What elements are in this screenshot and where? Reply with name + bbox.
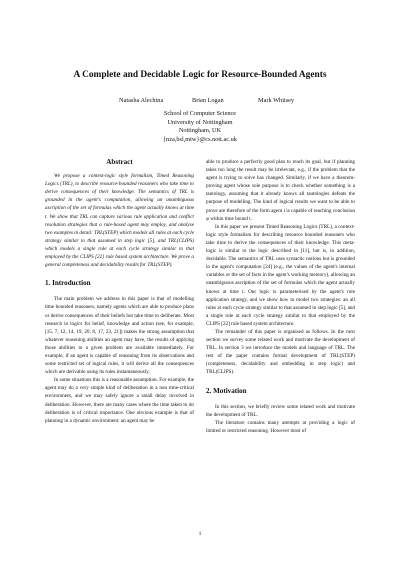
page-number: 1 <box>198 531 202 537</box>
affiliation-email: {nza,bsl,mtw}@cs.nott.ac.uk <box>163 135 237 143</box>
affiliation-location: Nottingham, UK <box>178 127 222 135</box>
affiliation-school: School of Computer Science <box>163 110 237 117</box>
abstract-heading: Abstract <box>106 158 133 166</box>
body-paragraph: In this section, we briefly review some related work and motivate the development of TRL. <box>206 403 355 418</box>
abstract-text: We propose a context-logic style formalism, Timed Reasoning Logics (TRL), to describe resource-bounded reasoners who take time to derive consequences of their knowledge. The semantics of TRL is grounded in the agent's computation, allowing an unambiguous ascription of the set of formulas which the agent actually knows at time t. We show that TRL can capture various rule application and conflict resolution strategies that a rule-based agent may employ, and analyse two examples in detail: TRL(STEP) which models all rules at each cycle strategy similar to that assumed in step logic [5], and TRL(CLIPS) which models a single rule at each cycle strategy similar to that employed by the CLIPS [22] rule based system architecture. We prove a general completeness and decidability results for TRL(STEP). <box>45 173 194 269</box>
paper-title: A Complete and Decidable Logic for Resource-Bounded Agents <box>73 70 327 80</box>
body-paragraph: In this paper we present Timed Reasoning Logics (TRL), a context-logic style formalism for describing resource bounded reasoners who take time to derive the consequences of their knowledge. This meta-logic is similar to the logic described in [11], but is, in addition, decidable. The semantics of TRL uses syntactic notions but is grounded in the agent's computation [24] (e.g., the values of the agent's internal variables or the set of facts in the agent's working memory), allowing an unambiguous ascription of the set of formulas which the agent actually knows at time t. Our logic is parameterised by the agent's rule application strategy, and we show how to model two strategies: an all rules at each cycle strategy similar to that assumed in step logic [5], and a single rule at each cycle strategy similar to that employed by the CLIPS [22] rule based system architecture. <box>206 223 355 327</box>
body-paragraph: In some situations this is a reasonable assumption. For example, the agent may do a very simple kind of deliberation in a non time-critical environment, and we may safely ignore a small delay involved in deliberation. However, there are many cases where the time taken to do deliberation is of critical importance. One obvious example is that of planning in a dynamic environment: an agent may be <box>45 377 194 424</box>
body-paragraph: The main problem we address in this paper is that of modelling time bounded reasoners, namely agents which are able to produce plans or derive consequences of their beliefs but take time to deliberate. Most research in logics for belief, knowledge and action (see, for example, [15, 7, 12, 14, 19, 20, 8, 17, 23, 21]) makes the strong assumption that whatever reasoning abilities an agent may have, the results of applying those abilities to a given problem are available immediately. For example, if an agent is capable of reasoning from its observations and some restricted set of logical rules, it will derive all the consequences which are derivable using its rules instantaneously. <box>45 296 194 376</box>
author-name: Mark Whitsey <box>258 97 295 104</box>
body-paragraph: The remainder of this paper is organised as follows. In the next section we survey some related work and motivate the development of TRL. In section 3 we introduce the models and language of TRL. The rest of the paper contains formal development of TRL(STEP) (completeness, decidability and embedding in step logic) and TRL(CLIPS). <box>206 328 355 376</box>
body-paragraph: able to produce a perfectly good plan to reach its goal, but if planning takes too long the result may be irrelevant, e.g., if the problem that the agent is trying to solve has changed. Similarly, if we have a theorem-proving agent whose sole purpose is to check whether something is a tautology, assuming that it already knows all tautologies defeats the purpose of modelling. The kind of logical results we want to be able to prove are therefore of the form agent i is capable of reaching conclusion φ within time bound t. <box>206 159 355 222</box>
author-name: Brian Logan <box>192 97 224 104</box>
affiliation-university: University of Nottingham <box>167 118 233 126</box>
body-paragraph: The literature contains many attempts at providing a logic of limited or restricted reasoning. However most of <box>206 419 355 434</box>
section-heading-introduction: 1. Introduction <box>45 279 91 288</box>
left-column <box>45 158 194 425</box>
affiliation <box>0 110 400 144</box>
section-heading-motivation: 2. Motivation <box>206 386 247 395</box>
right-column <box>206 158 355 435</box>
author-name: Natasha Alechina <box>119 97 164 104</box>
